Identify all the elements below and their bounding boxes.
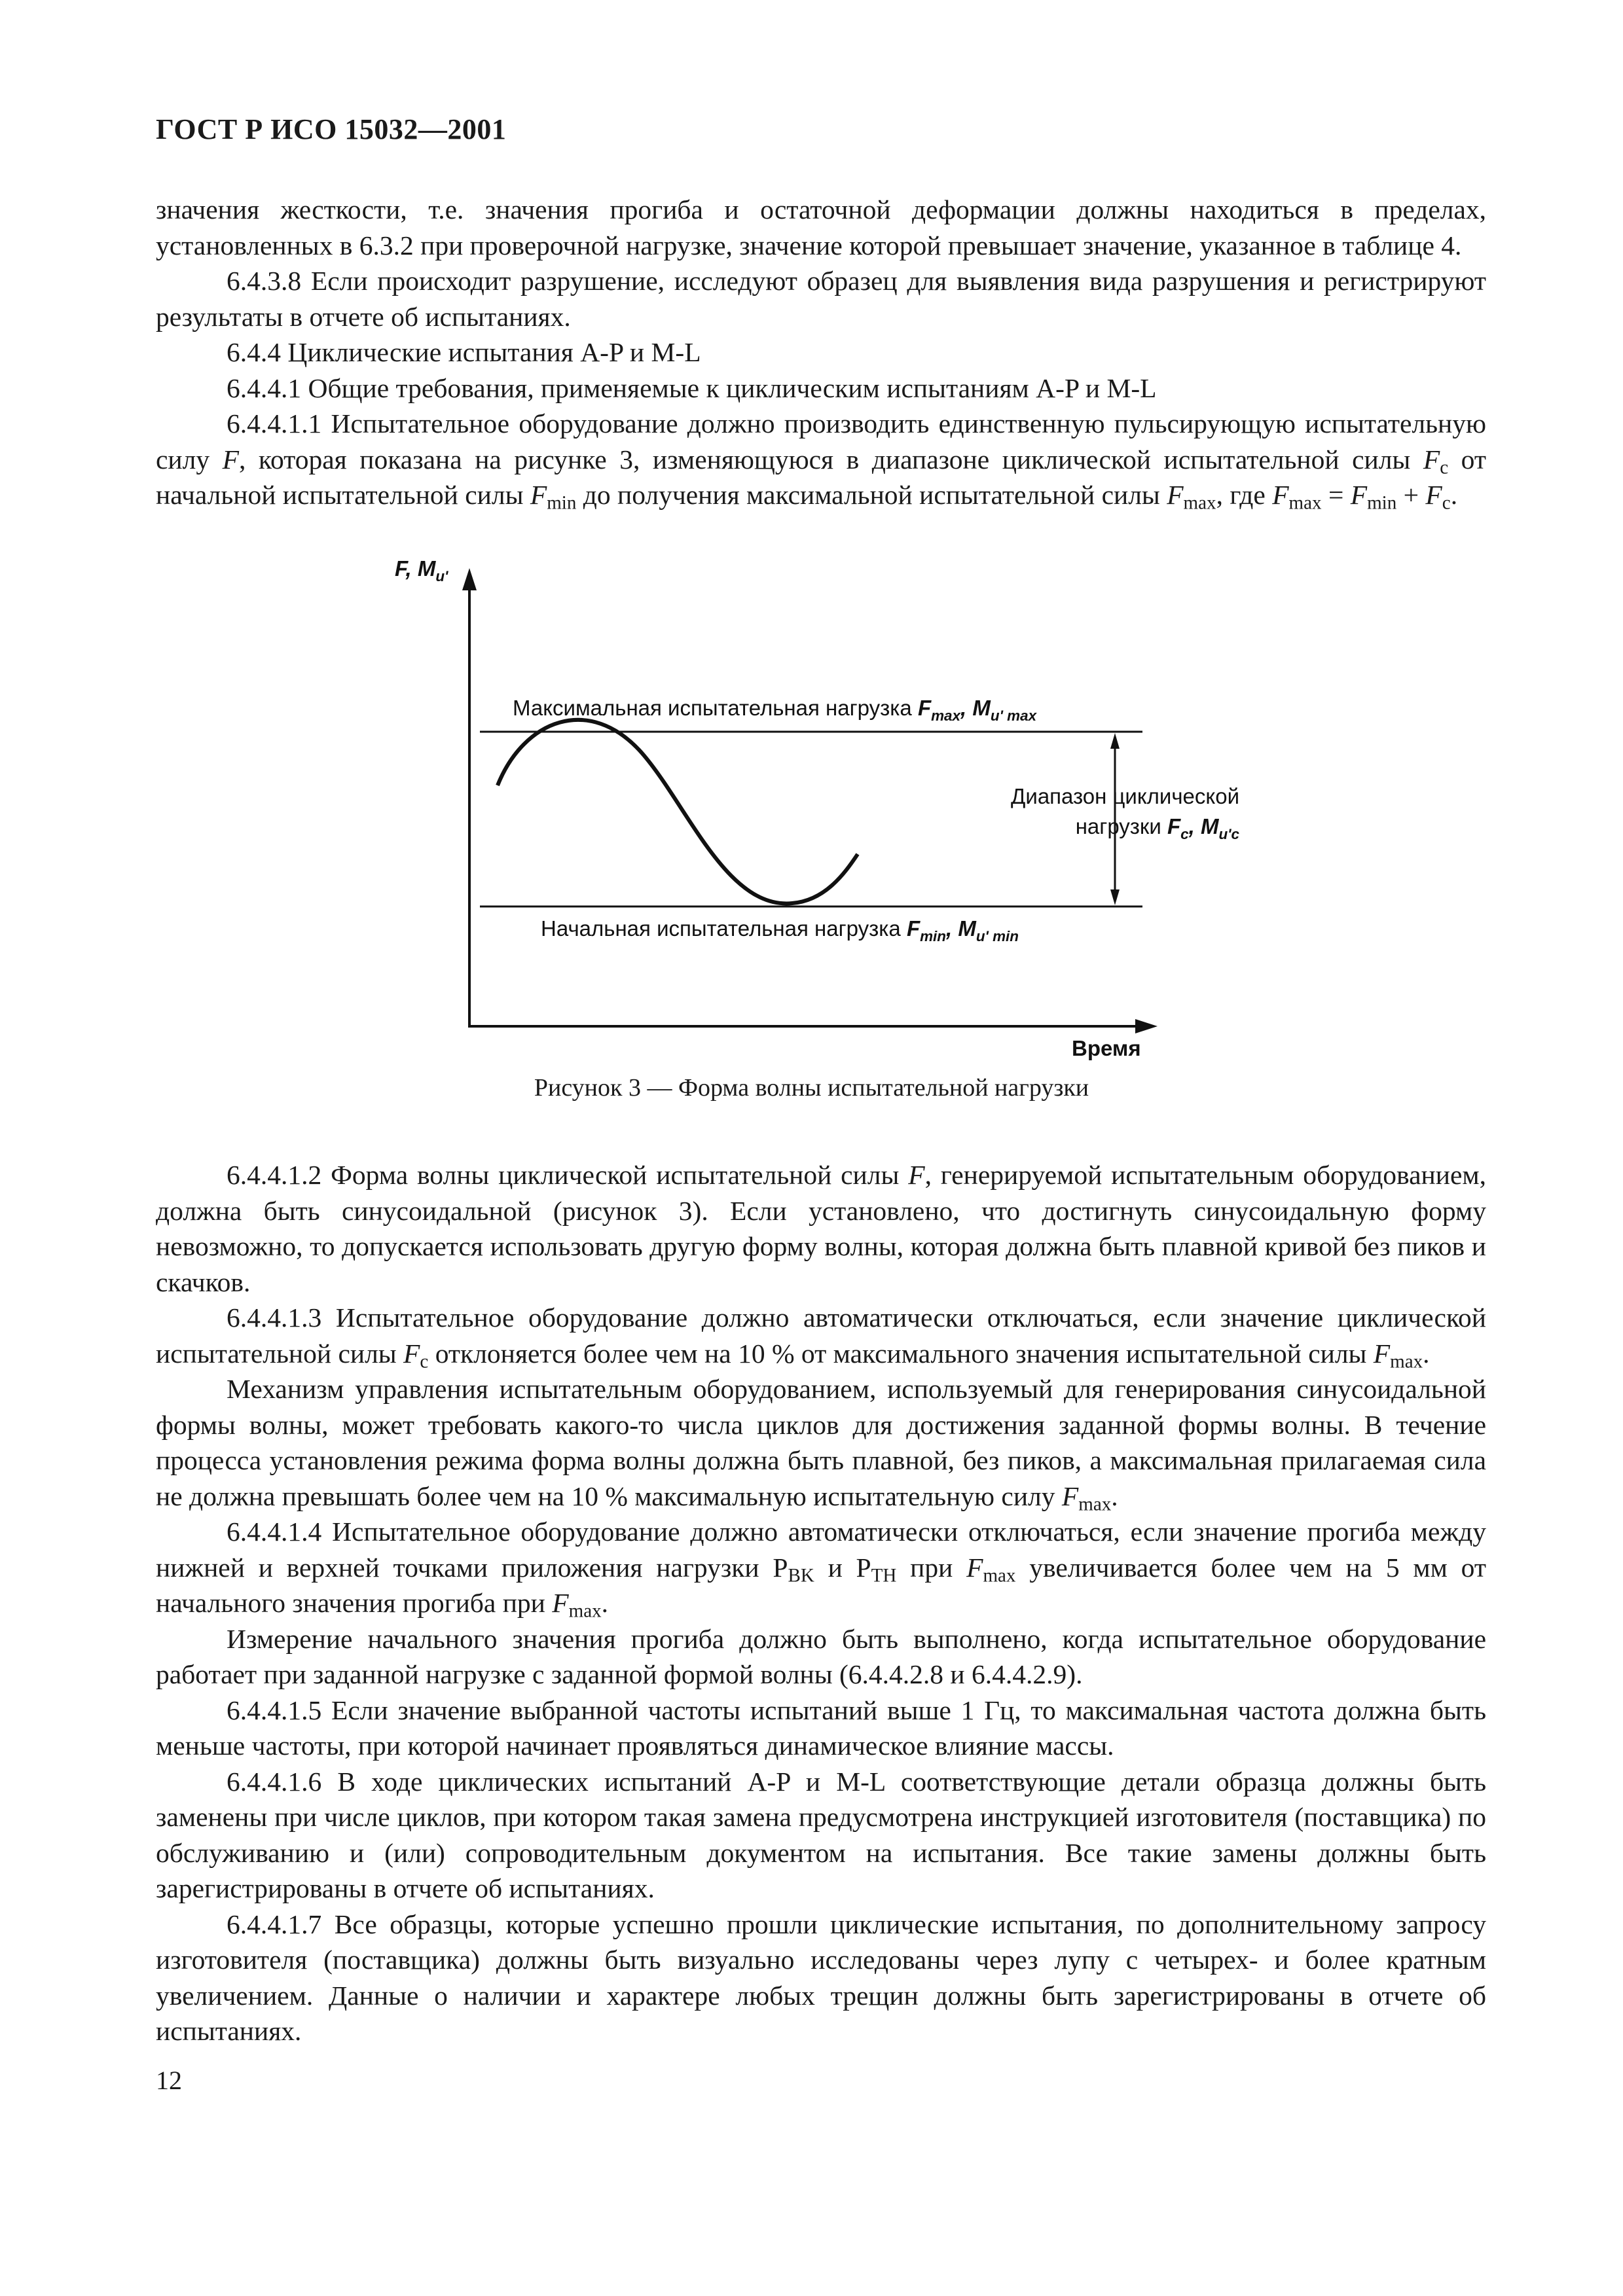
text-block-bottom bbox=[156, 1157, 1486, 2049]
paragraph-6-4-4-1-3: 6.4.4.1.3 Испытательное оборудование должно автоматически отключаться, если значение циклической испытательной силы $F_c$ отклоняется более чем на 10 % от максимального значения испытательной силы $F_{max}$. bbox=[156, 1302, 1486, 1372]
paragraph-6-4-4-1-2: 6.4.4.1.2 Форма волны циклической испытательной силы F, генерируемой испытательным оборудованием, должна быть синусоидальной (рисунок 3). Если установлено, что достигнуть синусоидальную форму невозможно, то допускается использовать другую форму волны, которая должна быть плавной кривой без пиков и скачков. bbox=[156, 1160, 1486, 1297]
document-header: ГОСТ Р ИСО 15032—2001 bbox=[156, 113, 507, 145]
range-arrow-up-icon bbox=[1110, 733, 1120, 749]
paragraph-6-4-4-1-6: 6.4.4.1.6 В ходе циклических испытаний A-P и M-L соответствующие детали образца должны быть заменены при числе циклов, при котором такая замена предусмотрена инструкцией изготовителя (поставщика) по обслуживанию и (или) сопроводительным документом на испытания. Все такие замены должны быть зарегистрированы в отчете об испытаниях. bbox=[156, 1766, 1486, 1903]
paragraph-control-mechanism: Механизм управления испытательным оборудованием, используемый для генерирования синусоидальной формы волны, может требовать какого-то числа циклов для достижения заданной формы волны. В течение процесса установления режима форма волны должна быть плавной, без пиков, а максимальная прилагаемая сила не должна превышать более чем на 10 % максимальную испытательную силу $F_{max}$. bbox=[156, 1374, 1486, 1515]
min-load-label: Начальная испытательная нагрузка $F_{min}$, $M_{u' min}$ bbox=[541, 916, 1019, 944]
range-label: Диапазон циклической нагрузки $F_c$, $M_{u'c}$ bbox=[1011, 784, 1239, 842]
heading-6-4-4: 6.4.4 Циклические испытания A-P и M-L bbox=[227, 337, 701, 367]
paragraph-6-4-4-1-1: 6.4.4.1.1 Испытательное оборудование должно производить единственную пульсирующую испытательную силу F, которая показана на рисунке 3, изменяющуюся в диапазоне циклической испытательной силы $F_c$ от начальной испытательной силы $F_{min}$ до получения максимальной испытательной силы $F_{max}$, где $F_{max} = F_{min} + F_c$. bbox=[156, 408, 1487, 514]
figure-caption: Рисунок 3 — Форма волны испытательной нагрузки bbox=[534, 1074, 1089, 1102]
paragraph-6-4-4-1-7: 6.4.4.1.7 Все образцы, которые успешно прошли циклические испытания, по дополнительному запросу изготовителя (поставщика) должны быть визуально исследованы через лупу с четырех- и более кратным увеличением. Данные о наличии и характере любых трещин должны быть зарегистрированы в отчете об испытаниях. bbox=[156, 1909, 1486, 2046]
max-load-label: Максимальная испытательная нагрузка $F_{max}$, $M_{u' max}$ bbox=[513, 696, 1037, 724]
y-axis-arrow-icon bbox=[462, 568, 477, 590]
paragraph-initial-measurement: Измерение начального значения прогиба должно быть выполнено, когда испытательное оборудование работает при заданной нагрузке с заданной формой волны (6.4.4.2.8 и 6.4.4.2.9). bbox=[156, 1623, 1486, 1689]
paragraph-6-4-4-1-5: 6.4.4.1.5 Если значение выбранной частоты испытаний выше 1 Гц, то максимальная частота должна быть меньше частоты, при которой начинает проявляться динамическое влияние массы. bbox=[156, 1695, 1486, 1761]
range-arrow-down-icon bbox=[1110, 889, 1120, 905]
paragraph-continuation: значения жесткости, т.е. значения прогиба и остаточной деформации должны находиться в пределах, установленных в 6.3.2 при проверочной нагрузке, значение которой превышает значение, указанное в таблице 4. bbox=[156, 194, 1486, 260]
sine-wave bbox=[498, 720, 858, 904]
x-axis-label: Время bbox=[1072, 1036, 1141, 1060]
paragraph-6-4-3-8: 6.4.3.8 Если происходит разрушение, исследуют образец для выявления вида разрушения и регистрируют результаты в отчете об испытаниях. bbox=[156, 266, 1486, 332]
x-axis-arrow-icon bbox=[1135, 1019, 1158, 1033]
page-number: 12 bbox=[156, 2066, 182, 2095]
paragraph-6-4-4-1-4: 6.4.4.1.4 Испытательное оборудование должно автоматически отключаться, если значение прогиба между нижней и верхней точками приложения нагрузки $P_{BK}$ и $P_{TH}$ при $F_{max}$ увеличивается более чем на 5 мм от начального значения прогиба при $F_{max}$. bbox=[156, 1516, 1486, 1622]
y-axis-label: F, $M_{u'}$ bbox=[395, 556, 448, 584]
heading-6-4-4-1: 6.4.4.1 Общие требования, применяемые к циклическим испытаниям A-P и M-L bbox=[227, 372, 1157, 403]
